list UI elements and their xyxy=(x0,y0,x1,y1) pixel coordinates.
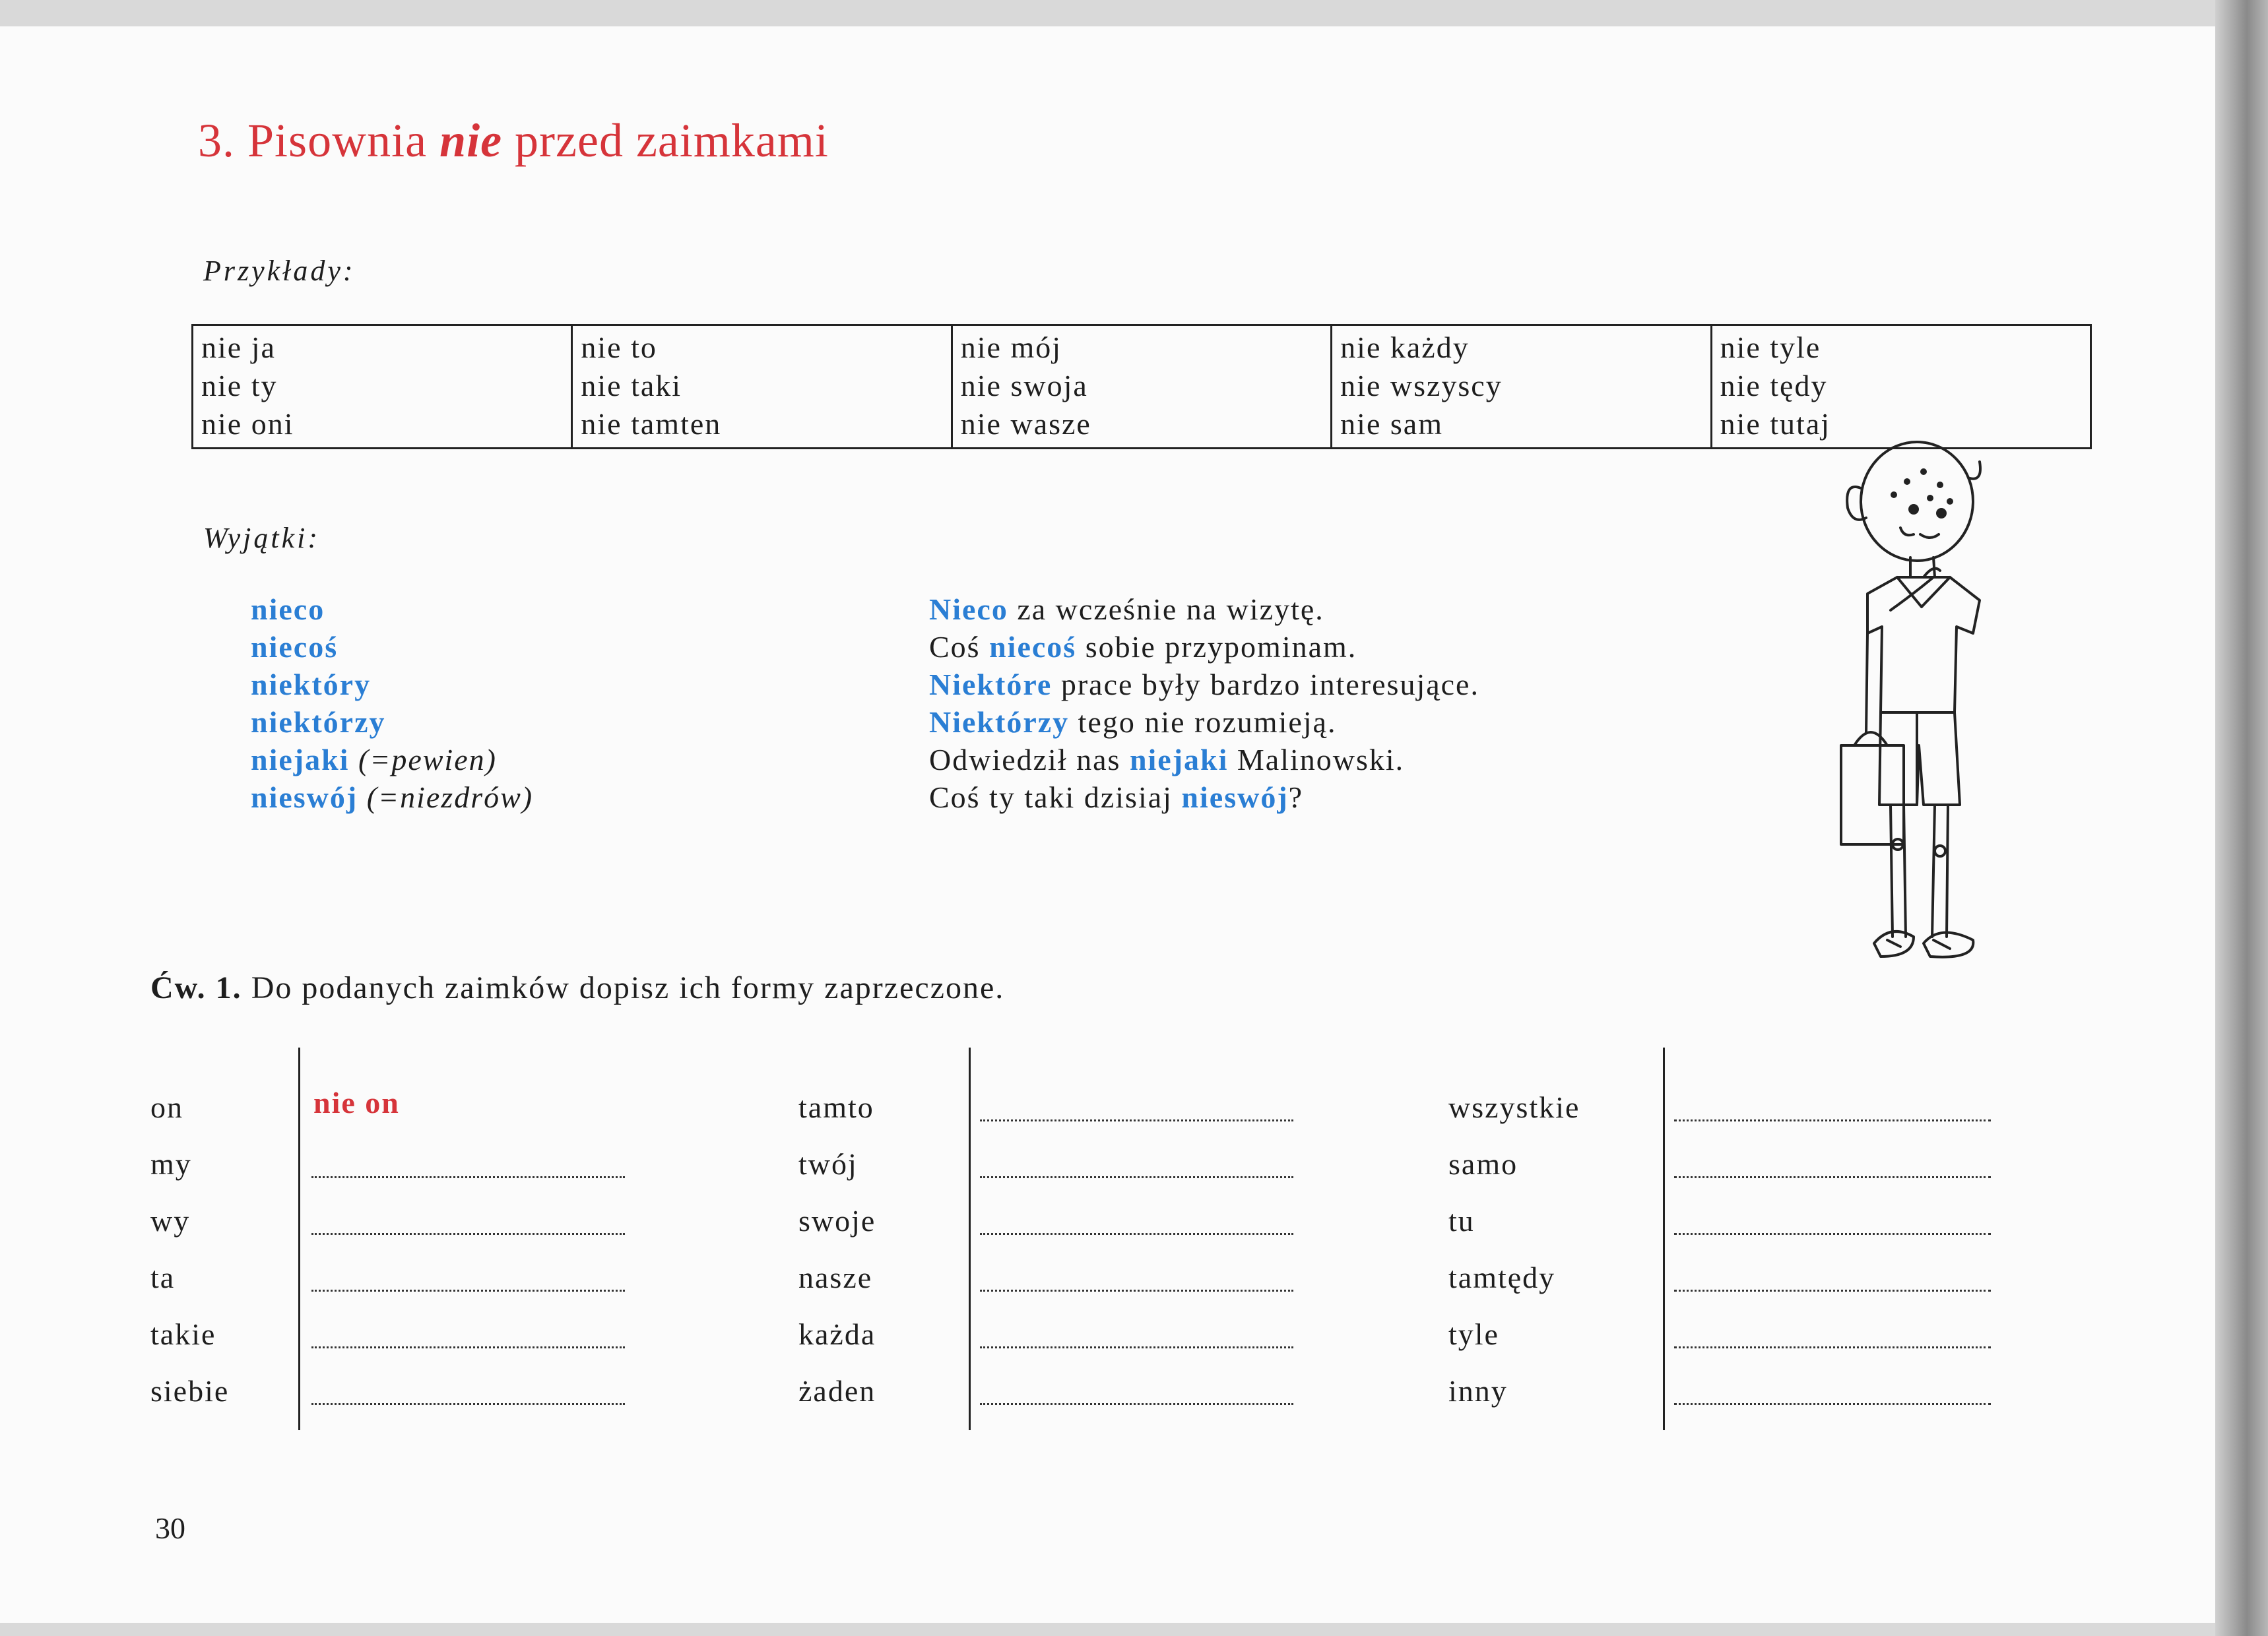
example-item: nie mój xyxy=(960,330,1062,364)
title-emphasis: nie xyxy=(439,114,503,167)
answer-line[interactable] xyxy=(311,1403,625,1405)
pronoun: żaden xyxy=(798,1374,876,1408)
list-item: nieswój (=niezdrów) xyxy=(251,780,534,814)
pronoun: każda xyxy=(798,1317,876,1351)
pronoun: swoje xyxy=(798,1204,876,1238)
title-pre: Pisownia xyxy=(247,114,428,167)
example-item: nie każdy xyxy=(1340,330,1470,364)
answer-line[interactable] xyxy=(311,1346,625,1348)
pronoun: on xyxy=(150,1090,183,1124)
exercise-heading xyxy=(150,970,1004,1006)
column-divider xyxy=(1663,1048,1665,1430)
examples-cell xyxy=(952,325,1331,449)
pronoun: takie xyxy=(150,1317,216,1351)
example-item: nie oni xyxy=(201,407,294,441)
pronoun: inny xyxy=(1448,1374,1508,1408)
exercise-number: Ćw. 1. xyxy=(150,970,242,1005)
example-item: nie tutaj xyxy=(1720,407,1831,441)
example-item: nie tędy xyxy=(1720,369,1828,402)
sentence: Niektóre prace były bardzo interesujące. xyxy=(929,668,1479,701)
boy-illustration-icon xyxy=(1782,435,1999,996)
pronoun: ta xyxy=(150,1261,176,1294)
pronoun: wy xyxy=(150,1204,191,1238)
answer-line[interactable] xyxy=(311,1176,625,1178)
list-item: niektóry xyxy=(251,668,372,701)
answer-line[interactable] xyxy=(311,1233,625,1235)
answer-line[interactable] xyxy=(1674,1346,1991,1348)
list-item: niejaki (=pewien) xyxy=(251,743,497,776)
pronoun: tyle xyxy=(1448,1317,1499,1351)
pronoun: siebie xyxy=(150,1374,230,1408)
pronoun: twój xyxy=(798,1147,858,1181)
pronoun: tamto xyxy=(798,1090,874,1124)
exercise-instruction: Do podanych zaimków dopisz ich formy zaprzeczone. xyxy=(251,970,1005,1005)
example-item: nie swoja xyxy=(960,369,1088,402)
answer-line[interactable] xyxy=(980,1233,1293,1235)
answer-line[interactable] xyxy=(980,1290,1293,1292)
example-item: nie to xyxy=(581,330,657,364)
sentence: Odwiedził nas niejaki Malinowski. xyxy=(929,743,1405,776)
examples-cell xyxy=(1332,325,1711,449)
examples-table xyxy=(191,324,2092,449)
answer-line[interactable] xyxy=(1674,1233,1991,1235)
page-number: 30 xyxy=(155,1511,185,1545)
example-item: nie wasze xyxy=(960,407,1091,441)
examples-cell xyxy=(1711,325,2090,449)
answer-line[interactable] xyxy=(980,1176,1293,1178)
examples-cell xyxy=(193,325,572,449)
sentence: Coś niecoś sobie przypominam. xyxy=(929,630,1357,664)
answer-line[interactable] xyxy=(1674,1290,1991,1292)
section-title xyxy=(198,113,829,168)
title-post: przed zaimkami xyxy=(515,114,829,167)
sentence: Niektórzy tego nie rozumieją. xyxy=(929,705,1337,739)
answer-line[interactable] xyxy=(311,1290,625,1292)
sentence: Nieco za wcześnie na wizytę. xyxy=(929,592,1324,626)
example-item: nie tyle xyxy=(1720,330,1821,364)
pronoun: wszystkie xyxy=(1448,1090,1580,1124)
examples-cell xyxy=(572,325,952,449)
answer-line[interactable] xyxy=(1674,1403,1991,1405)
example-item: nie sam xyxy=(1340,407,1443,441)
example-sentences xyxy=(929,590,1479,816)
exceptions-list xyxy=(251,590,533,816)
pronoun: samo xyxy=(1448,1147,1518,1181)
answer-line[interactable] xyxy=(1674,1176,1991,1178)
list-item: niecoś xyxy=(251,630,339,664)
exceptions-label: Wyjątki: xyxy=(203,522,320,554)
column-divider xyxy=(969,1048,971,1430)
table-row xyxy=(193,325,2091,449)
example-item: nie taki xyxy=(581,369,682,402)
sentence: Coś ty taki dzisiaj nieswój? xyxy=(929,780,1304,814)
answer-line[interactable] xyxy=(980,1119,1293,1121)
pronoun: my xyxy=(150,1147,192,1181)
examples-label: Przykłady: xyxy=(203,255,356,287)
book-gutter xyxy=(2215,0,2268,1636)
answer-line[interactable] xyxy=(980,1403,1293,1405)
example-item: nie wszyscy xyxy=(1340,369,1503,402)
example-item: nie ty xyxy=(201,369,278,402)
answer-line[interactable] xyxy=(1674,1119,1991,1121)
example-item: nie ja xyxy=(201,330,276,364)
answer-line[interactable] xyxy=(980,1346,1293,1348)
example-item: nie tamten xyxy=(581,407,722,441)
column-divider xyxy=(298,1048,300,1430)
pronoun: tu xyxy=(1448,1204,1475,1238)
sample-answer: nie on xyxy=(313,1086,400,1119)
title-number: 3. xyxy=(198,114,235,167)
list-item: nieco xyxy=(251,592,325,626)
pronoun: tamtędy xyxy=(1448,1261,1556,1294)
pronoun: nasze xyxy=(798,1261,873,1294)
list-item: niektórzy xyxy=(251,705,386,739)
